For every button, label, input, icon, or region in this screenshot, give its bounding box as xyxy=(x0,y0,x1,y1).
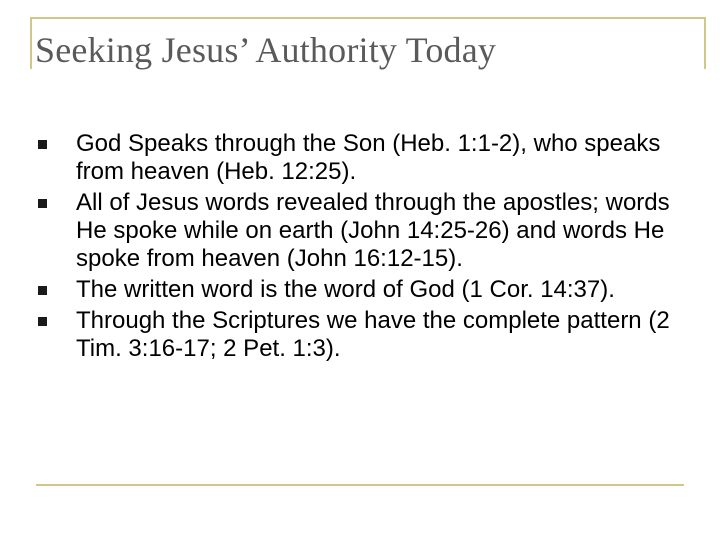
bullet-text: All of Jesus words revealed through the apostles; words He spoke while on earth (John 14:25-26) and words He spoke from heaven (John 16:12-15). xyxy=(76,189,670,272)
bullet-text: Through the Scriptures we have the complete pattern (2 Tim. 3:16-17; 2 Pet. 1:3). xyxy=(76,307,670,362)
frame-right-line xyxy=(704,17,706,69)
square-bullet-icon xyxy=(38,140,47,149)
frame-left-line xyxy=(30,17,32,69)
bullet-item xyxy=(38,276,688,304)
bullet-item xyxy=(38,307,688,363)
frame-top-line xyxy=(30,17,706,19)
square-bullet-icon xyxy=(38,317,47,326)
bullet-item xyxy=(38,189,688,273)
bullet-list xyxy=(38,130,688,366)
square-bullet-icon xyxy=(38,199,47,208)
bullet-text: The written word is the word of God (1 Cor. 14:37). xyxy=(76,276,615,303)
bullet-item xyxy=(38,130,688,186)
slide-title: Seeking Jesus’ Authority Today xyxy=(35,30,497,70)
bottom-divider-line xyxy=(36,484,684,486)
square-bullet-icon xyxy=(38,286,47,295)
bullet-text: God Speaks through the Son (Heb. 1:1-2), who speaks from heaven (Heb. 12:25). xyxy=(76,130,661,185)
